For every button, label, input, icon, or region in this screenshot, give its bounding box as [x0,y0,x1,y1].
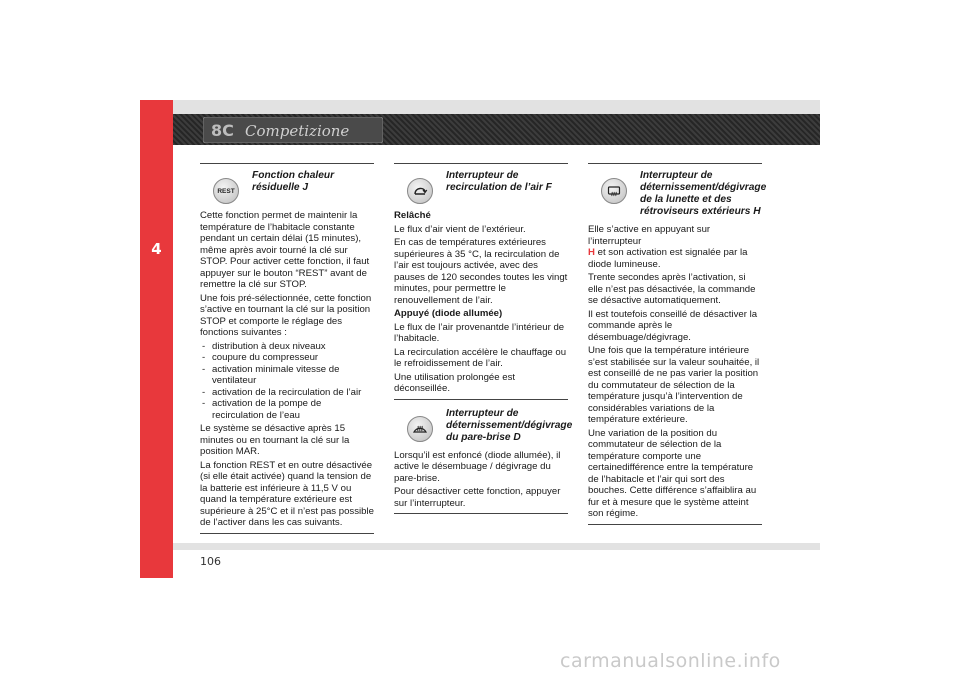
paragraph: Le flux de l’air provenantde l’intérieur de l’habitacle. [394,321,565,344]
watermark: carmanualsonline.info [560,650,781,672]
paragraph: Pour désactiver cette fonction, appuyer sur l’interrupteur. [394,486,561,509]
rest-button-icon [213,178,239,204]
paragraph: En cas de températures extérieures supérieures à 35 °C, la recirculation de l’air est toujours activée, avec des pauses de 120 secondes toutes les vingt minutes, pour permettre le renouvellement de l’air. [394,237,568,306]
section-head [588,170,767,218]
paragraph: Lorsqu’il est enfoncé (diode allumée), il active le désembuage / dégivrage du pare-brise. [394,449,561,484]
chapter-number: 4 [151,240,162,258]
paragraph: La fonction REST et en outre désactivée (si elle était activée) quand la tension de la batterie est inférieure à 11,5 V ou quand la température extérieure est supérieure à 25°C et il n’est pas possible de l’activer dans les cas suivants. [200,459,374,528]
section-head [394,407,573,444]
list-item: - activation minimale vitesse de ventilateur [200,364,374,387]
section-title: Interrupteur de déternissement/dégivrage de la lunette et des rétroviseurs extérieurs H [640,170,767,217]
paragraph: Une utilisation prolongée est déconseillée. [394,371,516,394]
paragraph: Le système se désactive après 15 minutes ou en tournant la clé sur la position MAR. [200,423,350,457]
section-head [200,170,374,204]
section-rest [200,163,374,534]
paragraph: Une variation de la position du commutateur de sélection de la température comporte une certainedifférence entre la température de l’habitacle et l’air qui sort des bouches. Cette différence s’affaiblira au fur et à mesure que le système atteint son régime. [588,427,757,519]
paragraph [588,224,762,270]
paragraph: Il est toutefois conseillé de désactiver la commande après le désembuage/dégivrage. [588,308,758,343]
paragraph: Le flux d’air vient de l’extérieur. [394,223,526,235]
text-run: et son activation est signalée par la diode lumineuse. [588,247,748,270]
switch-letter-h: H [588,247,595,258]
svg-text:Competizione: Competizione [245,122,350,140]
section-title: Fonction chaleur résiduelle J [252,170,335,193]
header-strip [173,100,820,114]
list-item: - distribution à deux niveaux [200,341,374,353]
section-head [394,170,568,204]
released-label: Relâché [394,210,431,221]
recirculation-icon [407,178,433,204]
list-item: - activation de la pompe de recirculation de l’eau [200,398,374,421]
list-item: - activation de la recirculation de l’air [200,387,374,399]
section-recirculation [394,163,568,400]
section-title: Interrupteur de déternissement/dégivrage du pare-brise D [446,407,573,443]
paragraph: Une fois que la température intérieure s’est stabilisée sur la valeur souhaitée, il est conseillé de ne pas varier la position du commutateur de sélection de la température jusqu’à l’intervention de considérables variations de la température extérieure. [588,345,760,425]
windscreen-defrost-icon [407,416,433,442]
paragraph: Trente secondes après l’activation, si elle n’est pas désactivée, la commande se désactive automatiquement. [588,272,756,306]
section-title: Interrupteur de recirculation de l’air F [446,170,552,193]
footer-strip [173,543,820,550]
chapter-tab [140,100,173,578]
column-rear-defrost [588,163,767,525]
list-item: - coupure du compresseur [200,352,374,364]
page-number: 106 [200,555,221,568]
text-run: Elle s’active en appuyant sur l’interrupteur [588,224,711,247]
paragraph: Une fois pré-sélectionnée, cette fonction s’active en tournant la clé sur la position STOP et comporte le réglage des fonctions suivantes : [200,292,372,338]
section-body [200,210,374,529]
column-rest [200,163,374,534]
brand-logo-icon [203,117,383,143]
svg-text:8C: 8C [211,121,234,140]
function-list [200,341,374,422]
rear-window-defrost-icon [601,178,627,204]
pressed-label: Appuyé (diode allumée) [394,308,503,319]
section-body [394,450,568,510]
section-body [588,224,762,520]
paragraph: La recirculation accélère le chauffage ou le refroidissement de l’air. [394,346,567,369]
rest-icon-label: REST [217,187,235,195]
section-body [394,210,568,395]
section-rear-defrost [588,163,767,525]
column-recirculation [394,163,573,514]
paragraph: Cette fonction permet de maintenir la température de l’habitacle constante pendant un certain délai (15 minutes), même après avoir tourné la clé sur STOP. Pour activer cette fonction, il faut appuyer sur le bouton “REST” avant de remettre la clé sur STOP. [200,210,370,290]
section-windscreen-defrost [394,400,573,515]
